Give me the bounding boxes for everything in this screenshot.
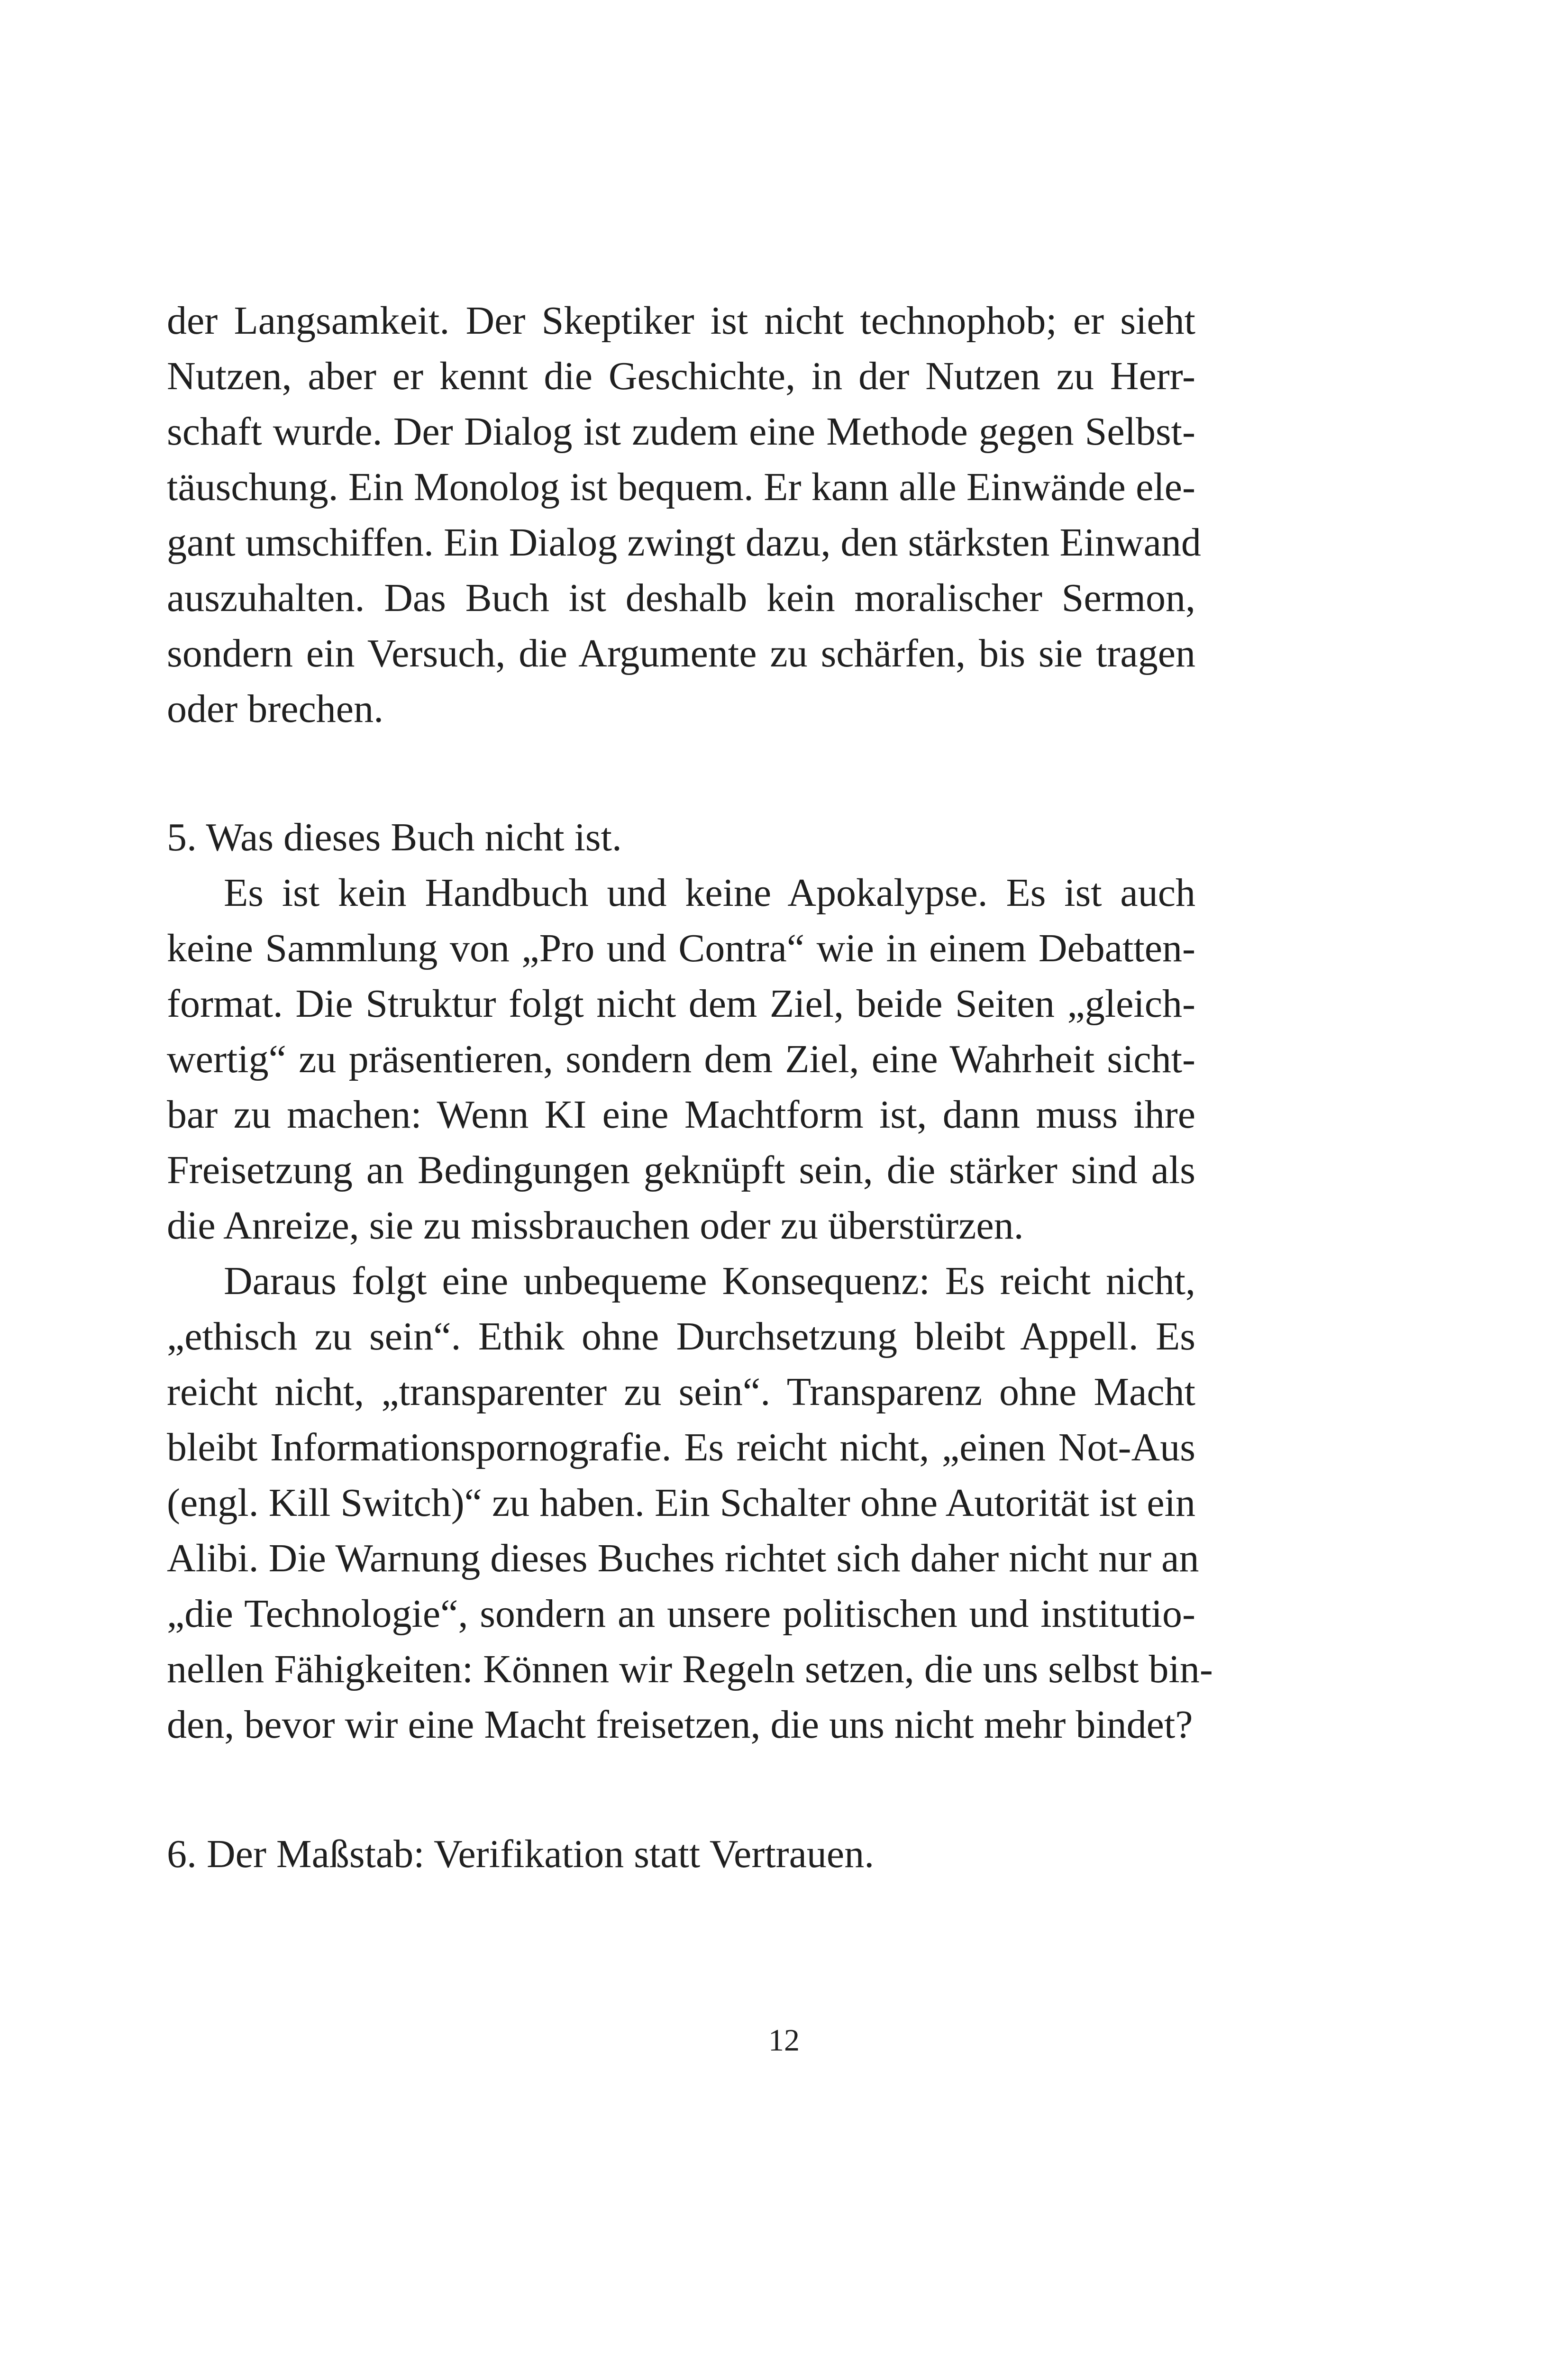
text-line: (engl. Kill Switch)“ zu haben. Ein Schalter ohne Autorität ist ein: [167, 1481, 1195, 1525]
text-line: oder brechen.: [167, 687, 384, 731]
text-line: täuschung. Ein Monolog ist bequem. Er kann alle Einwände ele-: [167, 465, 1195, 509]
text-line: wertig“ zu präsentieren, sondern dem Ziel, eine Wahrheit sicht-: [167, 1037, 1195, 1081]
text-line: Daraus folgt eine unbequeme Konsequenz: Es reicht nicht,: [224, 1259, 1195, 1303]
text-line: Freisetzung an Bedingungen geknüpft sein, die stärker sind als: [167, 1148, 1195, 1192]
section-heading-6: 6. Der Maßstab: Verifikation statt Vertrauen.: [167, 1832, 875, 1876]
text-line: sondern ein Versuch, die Argumente zu schärfen, bis sie tragen: [167, 631, 1195, 675]
text-line: reicht nicht, „transparenter zu sein“. Transparenz ohne Macht: [167, 1370, 1195, 1414]
paragraph-intro-continuation: [167, 293, 1201, 737]
text-line: „ethisch zu sein“. Ethik ohne Durchsetzung bleibt Appell. Es: [167, 1314, 1195, 1358]
text-line: der Langsamkeit. Der Skeptiker ist nicht technophob; er sieht: [167, 299, 1195, 343]
text-line: bleibt Informationspornografie. Es reicht nicht, „einen Not-Aus: [167, 1425, 1195, 1469]
text-line: nellen Fähigkeiten: Können wir Regeln setzen, die uns selbst bin-: [167, 1647, 1213, 1691]
text-line: format. Die Struktur folgt nicht dem Ziel, beide Seiten „gleich-: [167, 982, 1195, 1026]
text-line: schaft wurde. Der Dialog ist zudem eine Methode gegen Selbst-: [167, 410, 1195, 454]
text-line: keine Sammlung von „Pro und Contra“ wie in einem Debatten-: [167, 926, 1195, 970]
text-line: „die Technologie“, sondern an unsere politischen und institutio-: [167, 1592, 1195, 1636]
text-line: die Anreize, sie zu missbrauchen oder zu überstürzen.: [167, 1203, 1024, 1248]
text-line: Nutzen, aber er kennt die Geschichte, in der Nutzen zu Herr-: [167, 354, 1195, 398]
text-line: den, bevor wir eine Macht freisetzen, die uns nicht mehr bindet?: [167, 1703, 1193, 1747]
paragraph-section5-b: [167, 1253, 1213, 1752]
text-line: Es ist kein Handbuch und keine Apokalypse. Es ist auch: [224, 871, 1195, 915]
text-line: Alibi. Die Warnung dieses Buches richtet sich daher nicht nur an: [167, 1536, 1199, 1580]
text-line: gant umschiffen. Ein Dialog zwingt dazu, den stärksten Einwand: [167, 520, 1201, 565]
paragraph-section5-a: [167, 865, 1195, 1253]
text-line: auszuhalten. Das Buch ist deshalb kein moralischer Sermon,: [167, 576, 1195, 620]
section-heading-5: 5. Was dieses Buch nicht ist.: [167, 815, 622, 859]
text-line: bar zu machen: Wenn KI eine Machtform ist, dann muss ihre: [167, 1093, 1195, 1137]
page-number: 12: [768, 2023, 800, 2058]
